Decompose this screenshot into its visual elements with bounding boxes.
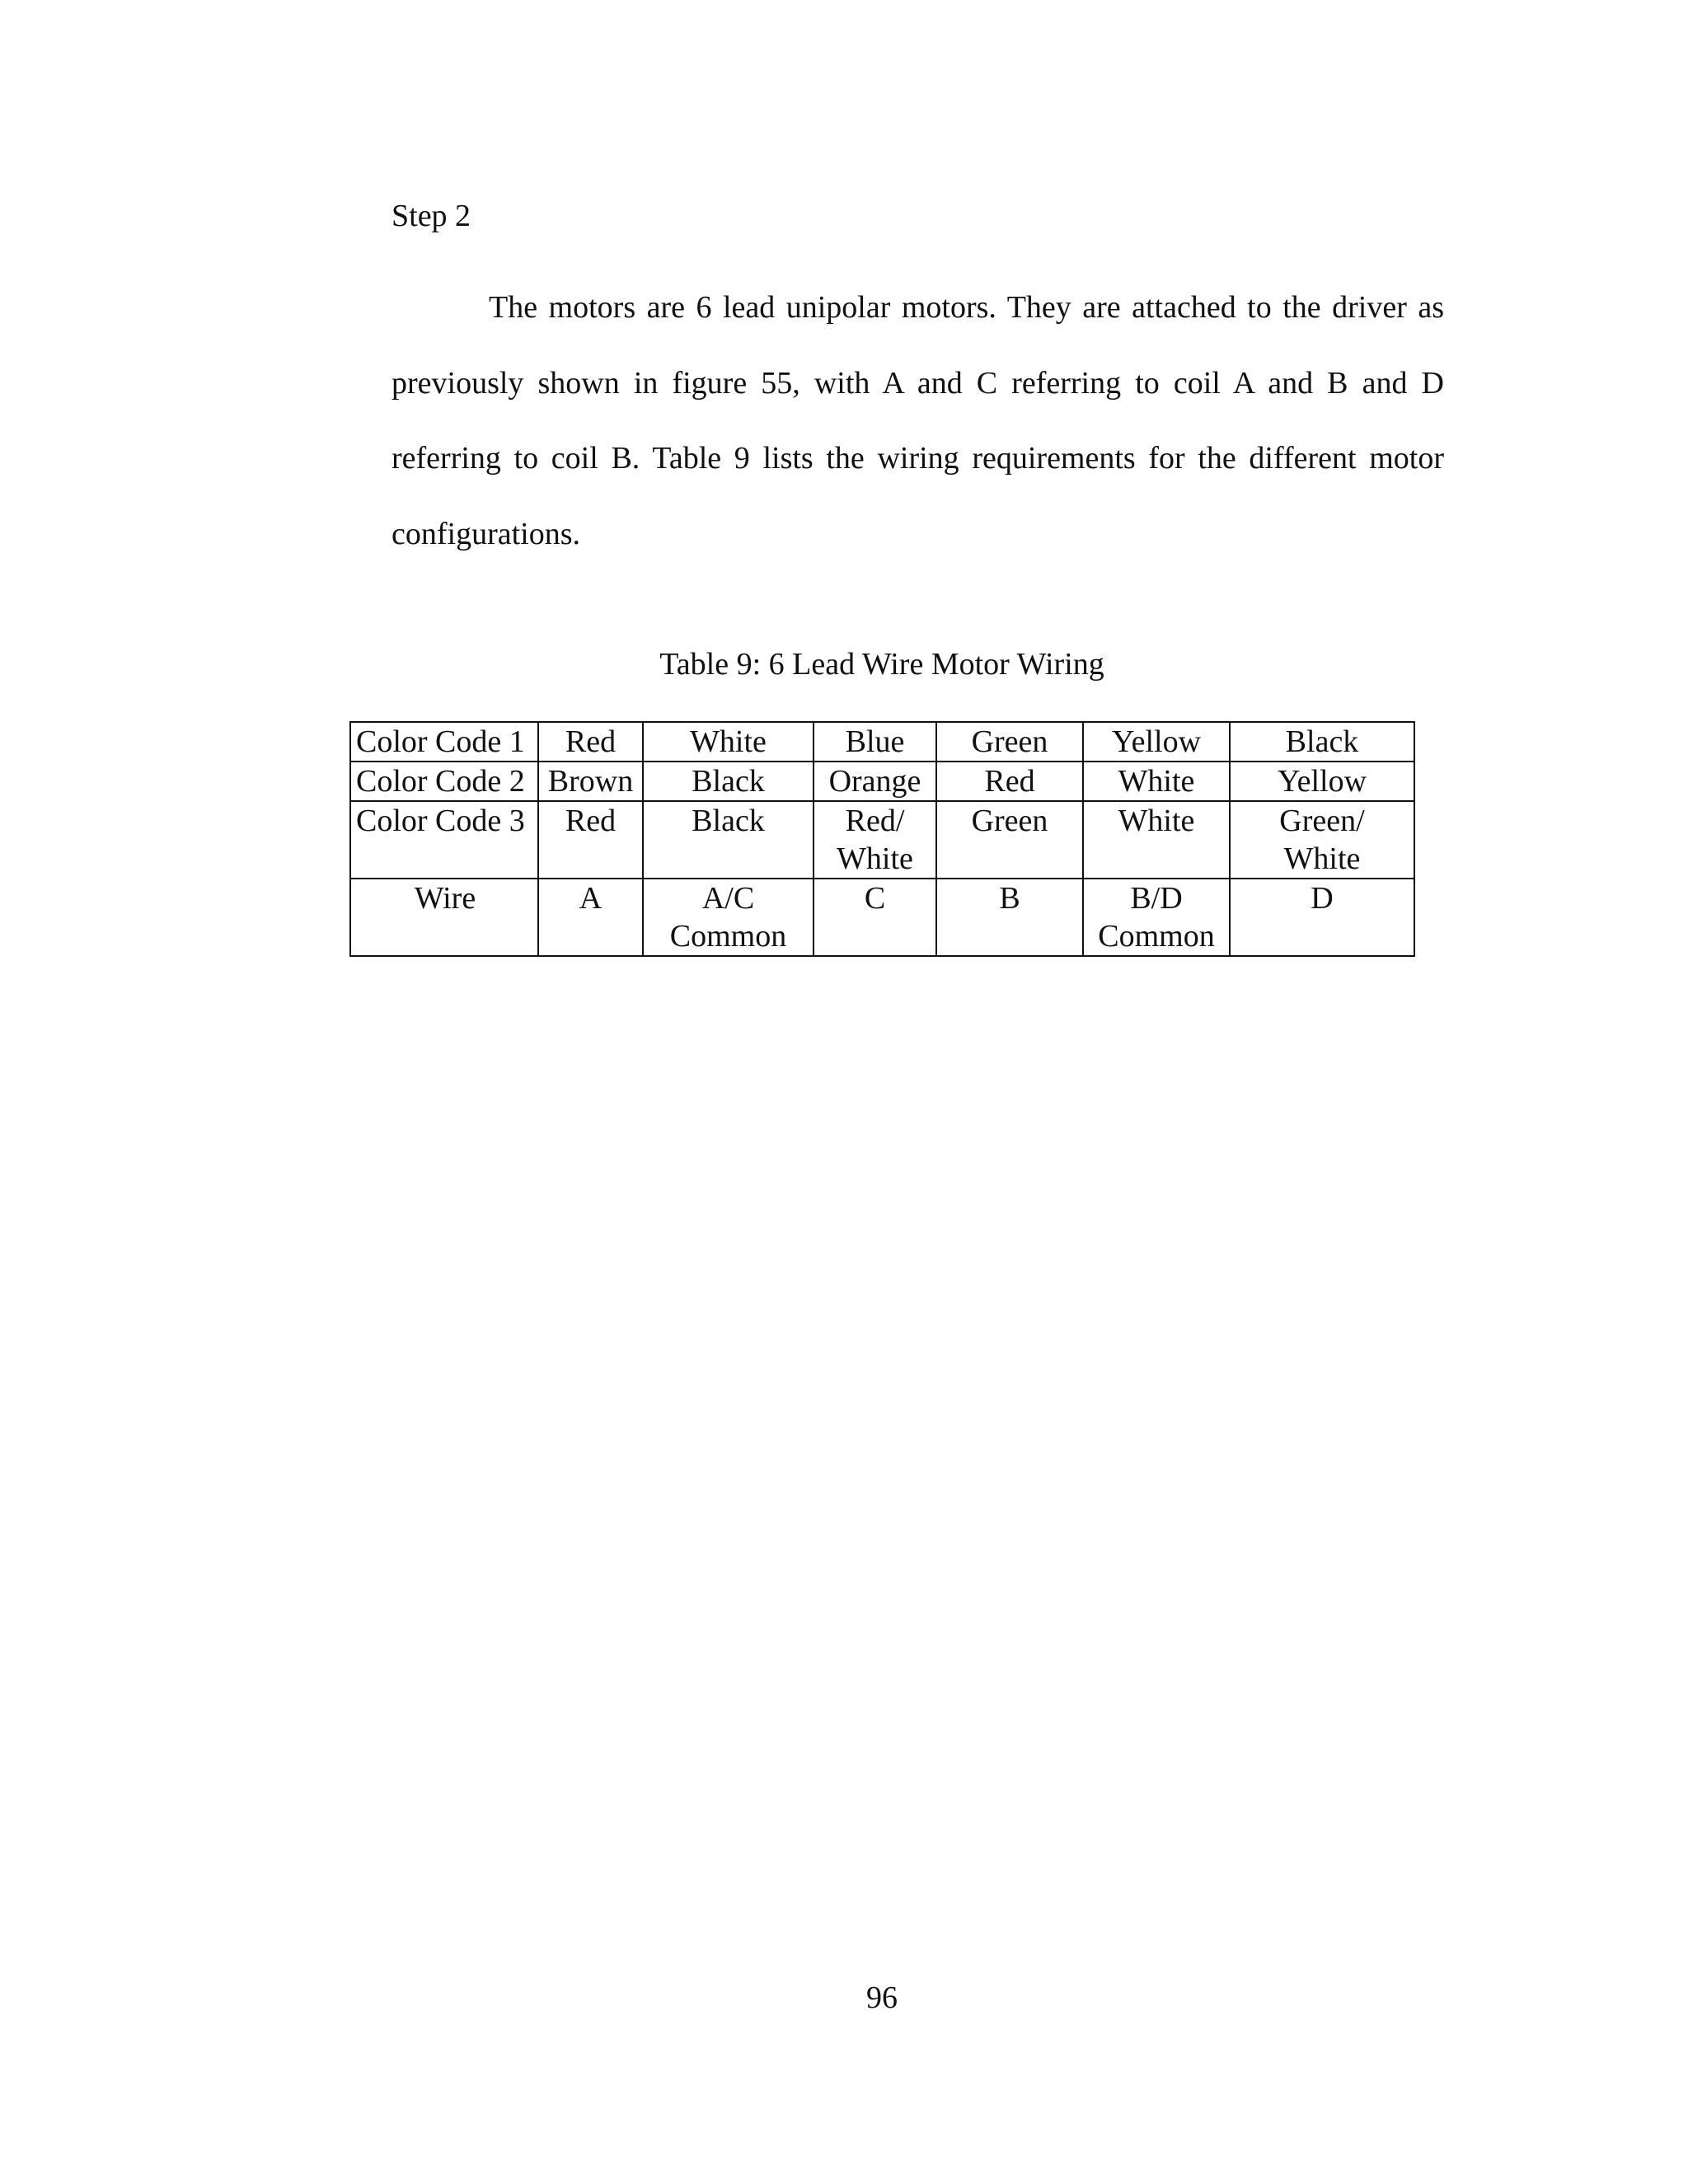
table-cell: Orange [814,762,936,801]
table-cell: Black [1230,722,1414,762]
table-cell: B [936,879,1083,956]
table-cell: Green/ White [1230,801,1414,879]
table-cell: C [814,879,936,956]
table-cell: Red [538,722,643,762]
table-cell: Yellow [1083,722,1230,762]
row-label: Color Code 1 [350,722,538,762]
page-number: 96 [866,1980,898,2015]
table-cell: Yellow [1230,762,1414,801]
step-heading: Step 2 [392,199,471,233]
table-cell: Brown [538,762,643,801]
table-cell: White [643,722,814,762]
table-cell: White [1083,762,1230,801]
table-cell: A [538,879,643,956]
table-cell: Green [936,722,1083,762]
table-cell: White [1083,801,1230,879]
table-cell: Blue [814,722,936,762]
table-cell: A/C Common [643,879,814,956]
body-paragraph: The motors are 6 lead unipolar motors. They are attached to the driver as previously shown in figure 55, with A and C referring to coil A and B and D referring to coil B. Table 9 lists the wiring requirements for the different motor configurations. [392,290,1444,551]
row-label: Color Code 2 [350,762,538,801]
table-cell: B/D Common [1083,879,1230,956]
table-row [350,722,1414,762]
table-caption: Table 9: 6 Lead Wire Motor Wiring [659,647,1104,682]
row-label: Wire [350,879,538,956]
table-cell: Red [936,762,1083,801]
motor-wiring-table [349,721,1415,957]
table-row [350,879,1414,956]
table-cell: D [1230,879,1414,956]
table-cell: Red [538,801,643,879]
table-cell: Red/ White [814,801,936,879]
table-cell: Green [936,801,1083,879]
table-cell: Black [643,762,814,801]
table-row [350,801,1414,879]
table-cell: Black [643,801,814,879]
row-label: Color Code 3 [350,801,538,879]
table-row [350,762,1414,801]
